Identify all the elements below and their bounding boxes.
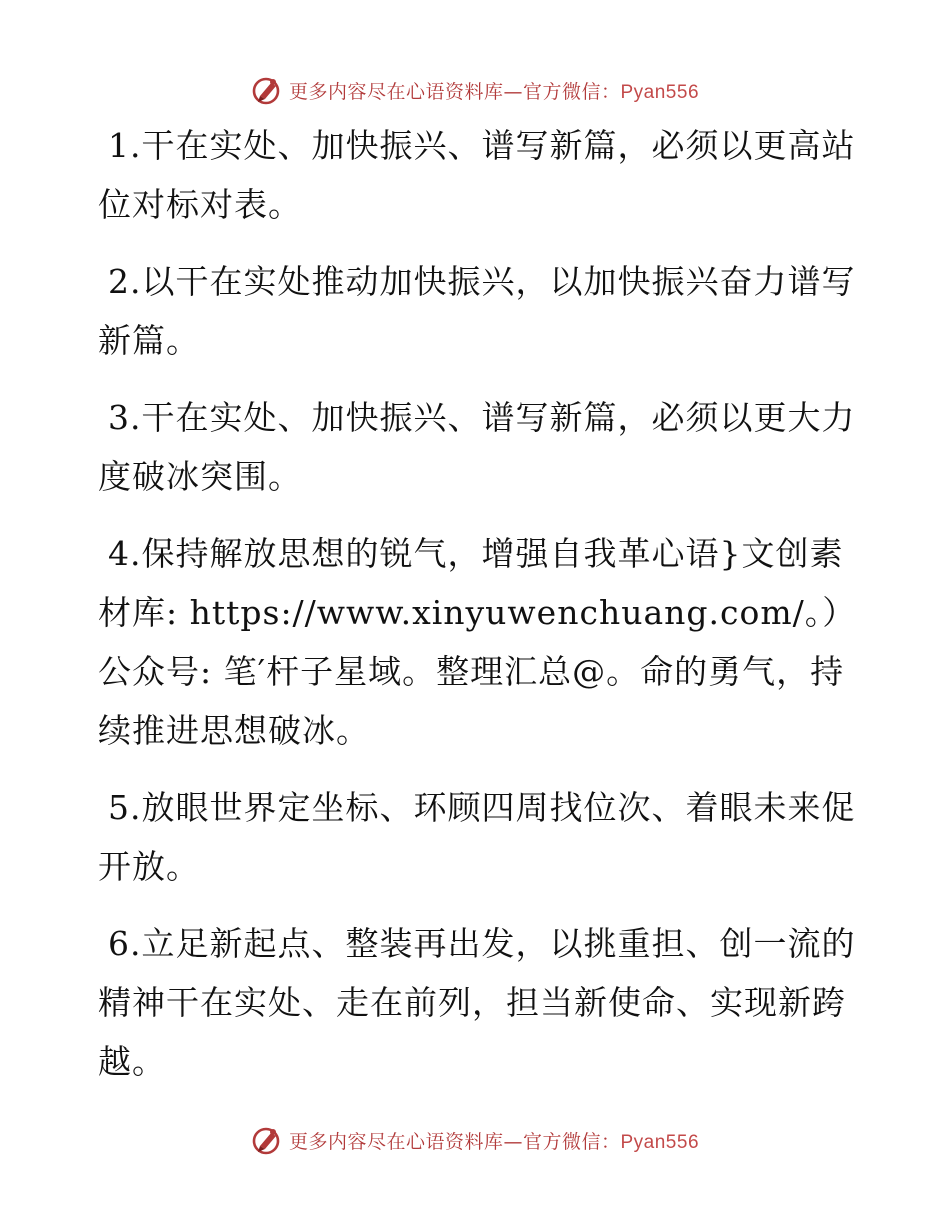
footer-banner (0, 1120, 950, 1160)
header-banner-text (289, 77, 699, 104)
footer-banner-text (289, 1127, 699, 1154)
list-item: 3.干在实处、加快振兴、谱写新篇，必须以更大力度破冰突围。 (98, 398, 856, 496)
list-item: 4.保持解放思想的锐气，增强自我革心语}文创素材库: https://www.xinyuwenchuang.com/。）公众号: 笔′杆子星域。整理汇总@。命的勇气，持续推进思想破冰。 (98, 534, 857, 750)
header-banner (0, 70, 950, 110)
header-banner-label: 更多内容尽在心语资料库—官方微信： (288, 80, 621, 103)
document-body (98, 116, 858, 1109)
header-wechat-id: Pyan556 (620, 81, 700, 103)
footer-banner-label: 更多内容尽在心语资料库—官方微信： (288, 1130, 621, 1153)
list-item: 6.立足新起点、整装再出发，以挑重担、创一流的精神干在实处、走在前列，担当新使命、实现新跨越。 (98, 924, 856, 1081)
list-item: 1.干在实处、加快振兴、谱写新篇，必须以更高站位对标对表。 (98, 126, 856, 224)
list-item: 2.以干在实处推动加快振兴，以加快振兴奋力谱写新篇。 (98, 262, 856, 360)
list-item: 5.放眼世界定坐标、环顾四周找位次、着眼未来促开放。 (98, 788, 856, 886)
footer-wechat-id: Pyan556 (620, 1131, 700, 1153)
pen-logo-icon (251, 74, 283, 106)
pen-logo-icon (251, 1124, 283, 1156)
